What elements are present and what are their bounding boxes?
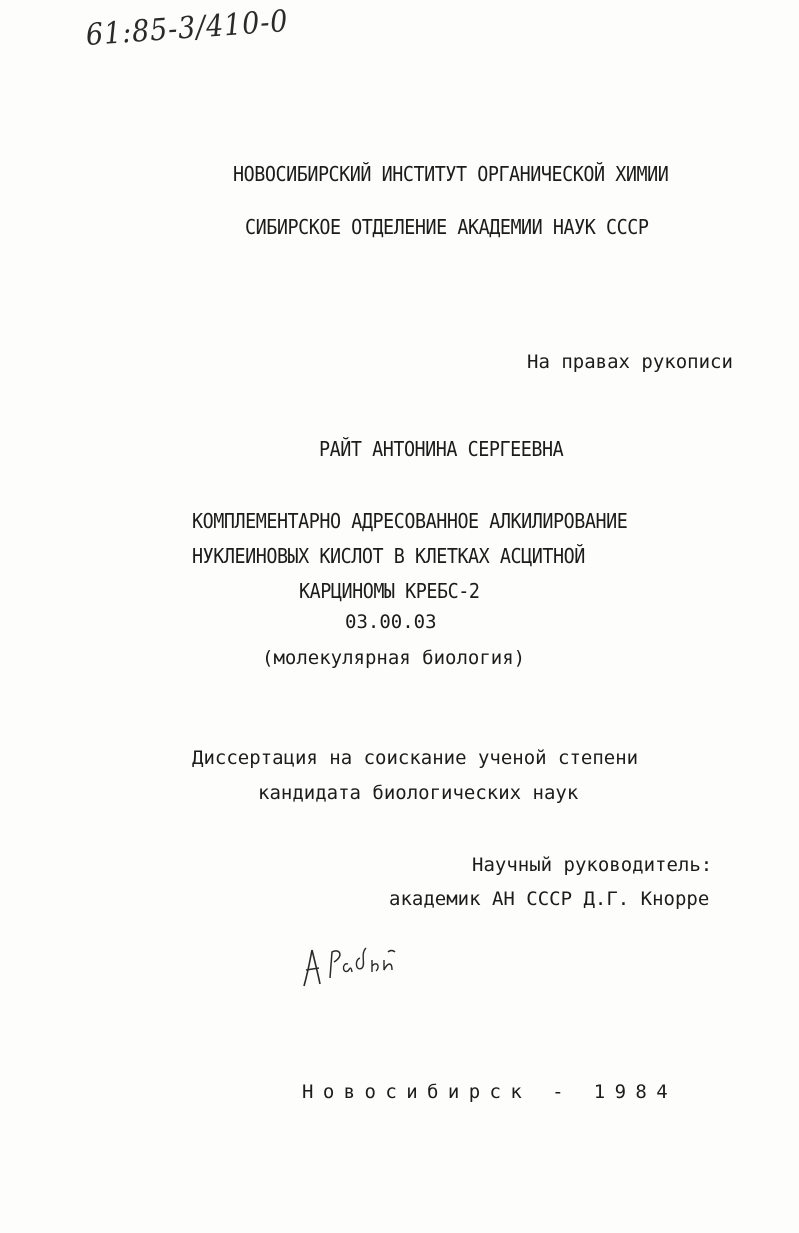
specialty-code: 03.00.03: [345, 611, 437, 633]
archive-code: 61:85-3/410-0: [84, 3, 290, 53]
manuscript-rights-note: На правах рукописи: [527, 351, 733, 373]
specialty-name: (молекулярная биология): [262, 647, 526, 669]
city-year: Новосибирск - 1984: [302, 1081, 678, 1103]
supervisor-label: Научный руководитель:: [472, 854, 713, 876]
degree-line-1: Диссертация на соискание ученой степени: [192, 747, 639, 769]
institute-heading: НОВОСИБИРСКИЙ ИНСТИТУТ ОРГАНИЧЕСКОЙ ХИМИИ: [233, 162, 669, 186]
title-line-1: КОМПЛЕМЕНТАРНО АДРЕСОВАННОЕ АЛКИЛИРОВАНИЕ: [192, 509, 628, 533]
supervisor-name: академик АН СССР Д.Г. Кнорре: [389, 888, 710, 910]
title-line-2: НУКЛЕИНОВЫХ КИСЛОТ В КЛЕТКАХ АСЦИТНОЙ: [192, 544, 585, 568]
title-line-3: КАРЦИНОМЫ КРЕБС-2: [299, 579, 480, 603]
degree-line-2: кандидата биологических наук: [258, 782, 579, 804]
handwritten-signature: [296, 938, 406, 992]
author-name: РАЙТ АНТОНИНА СЕРГЕЕВНА: [319, 437, 564, 461]
division-heading: СИБИРСКОЕ ОТДЕЛЕНИЕ АКАДЕМИИ НАУК СССР: [245, 215, 649, 239]
